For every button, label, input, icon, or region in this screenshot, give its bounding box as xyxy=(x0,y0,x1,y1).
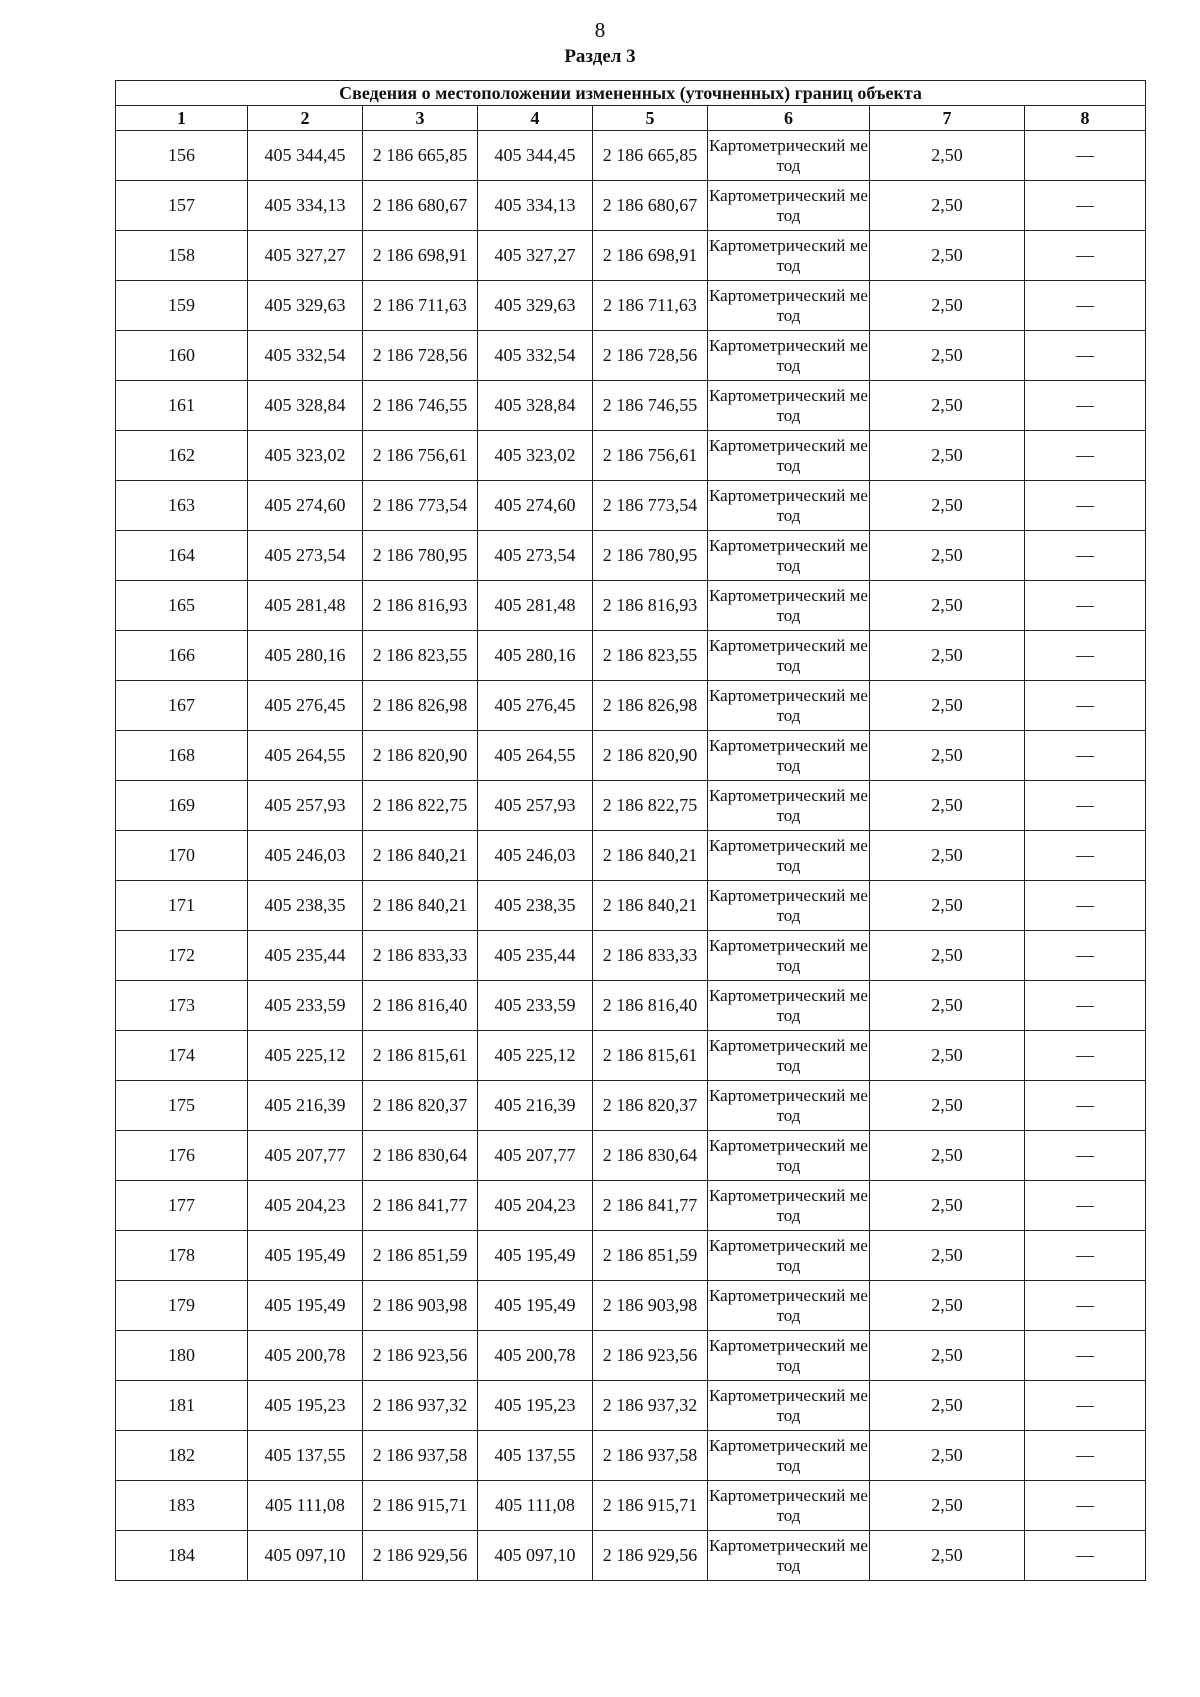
y-coordinate-cell: 2 186 823,55 xyxy=(363,631,478,681)
column-number-8: 8 xyxy=(1025,106,1146,131)
x-coordinate-new-cell: 405 334,13 xyxy=(478,181,593,231)
y-coordinate-new-cell: 2 186 680,67 xyxy=(593,181,708,231)
note-cell: — xyxy=(1025,781,1146,831)
y-coordinate-new-cell: 2 186 923,56 xyxy=(593,1331,708,1381)
y-coordinate-new-cell: 2 186 833,33 xyxy=(593,931,708,981)
y-coordinate-new-cell: 2 186 780,95 xyxy=(593,531,708,581)
y-coordinate-new-cell: 2 186 746,55 xyxy=(593,381,708,431)
y-coordinate-new-cell: 2 186 841,77 xyxy=(593,1181,708,1231)
note-cell: — xyxy=(1025,1431,1146,1481)
method-cell: Картометрический метод xyxy=(708,1431,870,1481)
x-coordinate-new-cell: 405 233,59 xyxy=(478,981,593,1031)
x-coordinate-cell: 405 264,55 xyxy=(248,731,363,781)
x-coordinate-new-cell: 405 195,23 xyxy=(478,1381,593,1431)
accuracy-cell: 2,50 xyxy=(870,631,1025,681)
accuracy-cell: 2,50 xyxy=(870,781,1025,831)
y-coordinate-cell: 2 186 773,54 xyxy=(363,481,478,531)
method-cell: Картометрический метод xyxy=(708,1081,870,1131)
y-coordinate-cell: 2 186 728,56 xyxy=(363,331,478,381)
point-number-cell: 175 xyxy=(116,1081,248,1131)
method-cell: Картометрический метод xyxy=(708,131,870,181)
y-coordinate-cell: 2 186 665,85 xyxy=(363,131,478,181)
method-cell: Картометрический метод xyxy=(708,1331,870,1381)
accuracy-cell: 2,50 xyxy=(870,181,1025,231)
column-number-1: 1 xyxy=(116,106,248,131)
table-row xyxy=(116,231,1146,281)
point-number-cell: 156 xyxy=(116,131,248,181)
y-coordinate-cell: 2 186 756,61 xyxy=(363,431,478,481)
note-cell: — xyxy=(1025,681,1146,731)
column-number-4: 4 xyxy=(478,106,593,131)
table-row xyxy=(116,931,1146,981)
table-row xyxy=(116,1531,1146,1581)
method-cell: Картометрический метод xyxy=(708,1531,870,1581)
x-coordinate-new-cell: 405 238,35 xyxy=(478,881,593,931)
point-number-cell: 166 xyxy=(116,631,248,681)
x-coordinate-new-cell: 405 281,48 xyxy=(478,581,593,631)
point-number-cell: 172 xyxy=(116,931,248,981)
accuracy-cell: 2,50 xyxy=(870,481,1025,531)
y-coordinate-new-cell: 2 186 840,21 xyxy=(593,881,708,931)
table-caption: Сведения о местоположении измененных (уточненных) границ объекта xyxy=(116,81,1146,106)
note-cell: — xyxy=(1025,1381,1146,1431)
table-row xyxy=(116,1081,1146,1131)
x-coordinate-new-cell: 405 200,78 xyxy=(478,1331,593,1381)
x-coordinate-cell: 405 207,77 xyxy=(248,1131,363,1181)
y-coordinate-new-cell: 2 186 929,56 xyxy=(593,1531,708,1581)
accuracy-cell: 2,50 xyxy=(870,831,1025,881)
method-cell: Картометрический метод xyxy=(708,281,870,331)
x-coordinate-new-cell: 405 344,45 xyxy=(478,131,593,181)
note-cell: — xyxy=(1025,281,1146,331)
x-coordinate-new-cell: 405 257,93 xyxy=(478,781,593,831)
note-cell: — xyxy=(1025,1481,1146,1531)
y-coordinate-new-cell: 2 186 815,61 xyxy=(593,1031,708,1081)
y-coordinate-new-cell: 2 186 826,98 xyxy=(593,681,708,731)
table-row xyxy=(116,131,1146,181)
x-coordinate-cell: 405 257,93 xyxy=(248,781,363,831)
x-coordinate-new-cell: 405 323,02 xyxy=(478,431,593,481)
y-coordinate-new-cell: 2 186 756,61 xyxy=(593,431,708,481)
accuracy-cell: 2,50 xyxy=(870,531,1025,581)
point-number-cell: 179 xyxy=(116,1281,248,1331)
y-coordinate-new-cell: 2 186 830,64 xyxy=(593,1131,708,1181)
table-row xyxy=(116,1381,1146,1431)
note-cell: — xyxy=(1025,331,1146,381)
method-cell: Картометрический метод xyxy=(708,931,870,981)
method-cell: Картометрический метод xyxy=(708,1281,870,1331)
x-coordinate-cell: 405 334,13 xyxy=(248,181,363,231)
note-cell: — xyxy=(1025,731,1146,781)
y-coordinate-new-cell: 2 186 698,91 xyxy=(593,231,708,281)
note-cell: — xyxy=(1025,981,1146,1031)
y-coordinate-new-cell: 2 186 711,63 xyxy=(593,281,708,331)
y-coordinate-cell: 2 186 903,98 xyxy=(363,1281,478,1331)
point-number-cell: 170 xyxy=(116,831,248,881)
y-coordinate-cell: 2 186 820,37 xyxy=(363,1081,478,1131)
note-cell: — xyxy=(1025,1031,1146,1081)
y-coordinate-new-cell: 2 186 820,90 xyxy=(593,731,708,781)
table-body xyxy=(116,131,1146,1581)
point-number-cell: 176 xyxy=(116,1131,248,1181)
method-cell: Картометрический метод xyxy=(708,631,870,681)
note-cell: — xyxy=(1025,181,1146,231)
note-cell: — xyxy=(1025,531,1146,581)
method-cell: Картометрический метод xyxy=(708,431,870,481)
y-coordinate-cell: 2 186 826,98 xyxy=(363,681,478,731)
y-coordinate-new-cell: 2 186 773,54 xyxy=(593,481,708,531)
accuracy-cell: 2,50 xyxy=(870,331,1025,381)
point-number-cell: 168 xyxy=(116,731,248,781)
x-coordinate-cell: 405 097,10 xyxy=(248,1531,363,1581)
y-coordinate-new-cell: 2 186 822,75 xyxy=(593,781,708,831)
boundary-coordinates-table xyxy=(115,80,1146,1581)
y-coordinate-new-cell: 2 186 665,85 xyxy=(593,131,708,181)
y-coordinate-cell: 2 186 851,59 xyxy=(363,1231,478,1281)
y-coordinate-cell: 2 186 746,55 xyxy=(363,381,478,431)
x-coordinate-cell: 405 216,39 xyxy=(248,1081,363,1131)
table-row xyxy=(116,1131,1146,1181)
note-cell: — xyxy=(1025,581,1146,631)
accuracy-cell: 2,50 xyxy=(870,981,1025,1031)
note-cell: — xyxy=(1025,1081,1146,1131)
point-number-cell: 164 xyxy=(116,531,248,581)
accuracy-cell: 2,50 xyxy=(870,1281,1025,1331)
y-coordinate-new-cell: 2 186 816,93 xyxy=(593,581,708,631)
y-coordinate-cell: 2 186 780,95 xyxy=(363,531,478,581)
y-coordinate-new-cell: 2 186 937,58 xyxy=(593,1431,708,1481)
point-number-cell: 174 xyxy=(116,1031,248,1081)
table-row xyxy=(116,1231,1146,1281)
x-coordinate-new-cell: 405 329,63 xyxy=(478,281,593,331)
table-row xyxy=(116,331,1146,381)
note-cell: — xyxy=(1025,631,1146,681)
accuracy-cell: 2,50 xyxy=(870,1481,1025,1531)
y-coordinate-cell: 2 186 937,58 xyxy=(363,1431,478,1481)
column-number-2: 2 xyxy=(248,106,363,131)
method-cell: Картометрический метод xyxy=(708,1131,870,1181)
x-coordinate-cell: 405 233,59 xyxy=(248,981,363,1031)
x-coordinate-cell: 405 274,60 xyxy=(248,481,363,531)
note-cell: — xyxy=(1025,1281,1146,1331)
x-coordinate-new-cell: 405 273,54 xyxy=(478,531,593,581)
table-row xyxy=(116,1481,1146,1531)
method-cell: Картометрический метод xyxy=(708,731,870,781)
x-coordinate-cell: 405 323,02 xyxy=(248,431,363,481)
x-coordinate-cell: 405 195,49 xyxy=(248,1231,363,1281)
y-coordinate-new-cell: 2 186 816,40 xyxy=(593,981,708,1031)
x-coordinate-cell: 405 344,45 xyxy=(248,131,363,181)
note-cell: — xyxy=(1025,1231,1146,1281)
y-coordinate-cell: 2 186 833,33 xyxy=(363,931,478,981)
column-number-5: 5 xyxy=(593,106,708,131)
note-cell: — xyxy=(1025,481,1146,531)
x-coordinate-cell: 405 332,54 xyxy=(248,331,363,381)
x-coordinate-cell: 405 195,49 xyxy=(248,1281,363,1331)
x-coordinate-new-cell: 405 246,03 xyxy=(478,831,593,881)
y-coordinate-new-cell: 2 186 728,56 xyxy=(593,331,708,381)
y-coordinate-cell: 2 186 929,56 xyxy=(363,1531,478,1581)
x-coordinate-new-cell: 405 225,12 xyxy=(478,1031,593,1081)
column-number-7: 7 xyxy=(870,106,1025,131)
method-cell: Картометрический метод xyxy=(708,831,870,881)
method-cell: Картометрический метод xyxy=(708,331,870,381)
column-number-6: 6 xyxy=(708,106,870,131)
section-title: Раздел 3 xyxy=(564,46,636,67)
x-coordinate-new-cell: 405 137,55 xyxy=(478,1431,593,1481)
x-coordinate-new-cell: 405 264,55 xyxy=(478,731,593,781)
x-coordinate-cell: 405 276,45 xyxy=(248,681,363,731)
y-coordinate-cell: 2 186 915,71 xyxy=(363,1481,478,1531)
table-row xyxy=(116,281,1146,331)
point-number-cell: 183 xyxy=(116,1481,248,1531)
note-cell: — xyxy=(1025,1131,1146,1181)
x-coordinate-new-cell: 405 195,49 xyxy=(478,1281,593,1331)
method-cell: Картометрический метод xyxy=(708,231,870,281)
x-coordinate-cell: 405 204,23 xyxy=(248,1181,363,1231)
y-coordinate-cell: 2 186 937,32 xyxy=(363,1381,478,1431)
x-coordinate-new-cell: 405 327,27 xyxy=(478,231,593,281)
point-number-cell: 157 xyxy=(116,181,248,231)
point-number-cell: 180 xyxy=(116,1331,248,1381)
y-coordinate-new-cell: 2 186 840,21 xyxy=(593,831,708,881)
x-coordinate-new-cell: 405 111,08 xyxy=(478,1481,593,1531)
x-coordinate-new-cell: 405 097,10 xyxy=(478,1531,593,1581)
y-coordinate-cell: 2 186 840,21 xyxy=(363,831,478,881)
x-coordinate-cell: 405 235,44 xyxy=(248,931,363,981)
x-coordinate-new-cell: 405 195,49 xyxy=(478,1231,593,1281)
x-coordinate-new-cell: 405 276,45 xyxy=(478,681,593,731)
x-coordinate-new-cell: 405 204,23 xyxy=(478,1181,593,1231)
y-coordinate-cell: 2 186 711,63 xyxy=(363,281,478,331)
accuracy-cell: 2,50 xyxy=(870,1081,1025,1131)
table-row xyxy=(116,1331,1146,1381)
point-number-cell: 178 xyxy=(116,1231,248,1281)
accuracy-cell: 2,50 xyxy=(870,1431,1025,1481)
x-coordinate-cell: 405 280,16 xyxy=(248,631,363,681)
x-coordinate-cell: 405 328,84 xyxy=(248,381,363,431)
point-number-cell: 169 xyxy=(116,781,248,831)
table-row xyxy=(116,1181,1146,1231)
table-row xyxy=(116,1281,1146,1331)
accuracy-cell: 2,50 xyxy=(870,1331,1025,1381)
x-coordinate-new-cell: 405 280,16 xyxy=(478,631,593,681)
y-coordinate-new-cell: 2 186 823,55 xyxy=(593,631,708,681)
x-coordinate-cell: 405 238,35 xyxy=(248,881,363,931)
table-row xyxy=(116,781,1146,831)
method-cell: Картометрический метод xyxy=(708,581,870,631)
y-coordinate-new-cell: 2 186 903,98 xyxy=(593,1281,708,1331)
table-row xyxy=(116,631,1146,681)
accuracy-cell: 2,50 xyxy=(870,1131,1025,1181)
y-coordinate-new-cell: 2 186 851,59 xyxy=(593,1231,708,1281)
note-cell: — xyxy=(1025,881,1146,931)
accuracy-cell: 2,50 xyxy=(870,1231,1025,1281)
accuracy-cell: 2,50 xyxy=(870,1181,1025,1231)
method-cell: Картометрический метод xyxy=(708,1381,870,1431)
table-row xyxy=(116,831,1146,881)
table-row xyxy=(116,481,1146,531)
method-cell: Картометрический метод xyxy=(708,981,870,1031)
y-coordinate-cell: 2 186 680,67 xyxy=(363,181,478,231)
y-coordinate-cell: 2 186 816,40 xyxy=(363,981,478,1031)
accuracy-cell: 2,50 xyxy=(870,1381,1025,1431)
table-row xyxy=(116,881,1146,931)
point-number-cell: 167 xyxy=(116,681,248,731)
x-coordinate-new-cell: 405 332,54 xyxy=(478,331,593,381)
x-coordinate-new-cell: 405 235,44 xyxy=(478,931,593,981)
accuracy-cell: 2,50 xyxy=(870,281,1025,331)
table-row xyxy=(116,731,1146,781)
method-cell: Картометрический метод xyxy=(708,1181,870,1231)
y-coordinate-cell: 2 186 698,91 xyxy=(363,231,478,281)
point-number-cell: 171 xyxy=(116,881,248,931)
y-coordinate-new-cell: 2 186 937,32 xyxy=(593,1381,708,1431)
method-cell: Картометрический метод xyxy=(708,181,870,231)
note-cell: — xyxy=(1025,1181,1146,1231)
x-coordinate-cell: 405 246,03 xyxy=(248,831,363,881)
point-number-cell: 182 xyxy=(116,1431,248,1481)
note-cell: — xyxy=(1025,931,1146,981)
table-row xyxy=(116,381,1146,431)
column-number-row xyxy=(116,106,1146,131)
accuracy-cell: 2,50 xyxy=(870,581,1025,631)
x-coordinate-new-cell: 405 328,84 xyxy=(478,381,593,431)
note-cell: — xyxy=(1025,131,1146,181)
x-coordinate-new-cell: 405 216,39 xyxy=(478,1081,593,1131)
method-cell: Картометрический метод xyxy=(708,1031,870,1081)
x-coordinate-cell: 405 273,54 xyxy=(248,531,363,581)
y-coordinate-new-cell: 2 186 820,37 xyxy=(593,1081,708,1131)
note-cell: — xyxy=(1025,1331,1146,1381)
x-coordinate-cell: 405 200,78 xyxy=(248,1331,363,1381)
accuracy-cell: 2,50 xyxy=(870,231,1025,281)
x-coordinate-cell: 405 329,63 xyxy=(248,281,363,331)
point-number-cell: 159 xyxy=(116,281,248,331)
method-cell: Картометрический метод xyxy=(708,381,870,431)
method-cell: Картометрический метод xyxy=(708,1481,870,1531)
table-row xyxy=(116,981,1146,1031)
table-row xyxy=(116,531,1146,581)
y-coordinate-cell: 2 186 820,90 xyxy=(363,731,478,781)
point-number-cell: 160 xyxy=(116,331,248,381)
table-row xyxy=(116,681,1146,731)
point-number-cell: 162 xyxy=(116,431,248,481)
note-cell: — xyxy=(1025,431,1146,481)
point-number-cell: 177 xyxy=(116,1181,248,1231)
x-coordinate-new-cell: 405 274,60 xyxy=(478,481,593,531)
x-coordinate-new-cell: 405 207,77 xyxy=(478,1131,593,1181)
page-number: 8 xyxy=(594,18,606,42)
table-row xyxy=(116,581,1146,631)
point-number-cell: 163 xyxy=(116,481,248,531)
y-coordinate-cell: 2 186 841,77 xyxy=(363,1181,478,1231)
accuracy-cell: 2,50 xyxy=(870,931,1025,981)
table-row xyxy=(116,431,1146,481)
accuracy-cell: 2,50 xyxy=(870,381,1025,431)
accuracy-cell: 2,50 xyxy=(870,431,1025,481)
method-cell: Картометрический метод xyxy=(708,481,870,531)
x-coordinate-cell: 405 225,12 xyxy=(248,1031,363,1081)
table-row xyxy=(116,181,1146,231)
y-coordinate-cell: 2 186 923,56 xyxy=(363,1331,478,1381)
x-coordinate-cell: 405 327,27 xyxy=(248,231,363,281)
accuracy-cell: 2,50 xyxy=(870,881,1025,931)
point-number-cell: 173 xyxy=(116,981,248,1031)
accuracy-cell: 2,50 xyxy=(870,681,1025,731)
method-cell: Картометрический метод xyxy=(708,681,870,731)
y-coordinate-cell: 2 186 815,61 xyxy=(363,1031,478,1081)
accuracy-cell: 2,50 xyxy=(870,131,1025,181)
x-coordinate-cell: 405 137,55 xyxy=(248,1431,363,1481)
method-cell: Картометрический метод xyxy=(708,781,870,831)
note-cell: — xyxy=(1025,381,1146,431)
y-coordinate-new-cell: 2 186 915,71 xyxy=(593,1481,708,1531)
point-number-cell: 165 xyxy=(116,581,248,631)
note-cell: — xyxy=(1025,831,1146,881)
y-coordinate-cell: 2 186 816,93 xyxy=(363,581,478,631)
table-row xyxy=(116,1031,1146,1081)
point-number-cell: 181 xyxy=(116,1381,248,1431)
method-cell: Картометрический метод xyxy=(708,881,870,931)
x-coordinate-cell: 405 195,23 xyxy=(248,1381,363,1431)
y-coordinate-cell: 2 186 822,75 xyxy=(363,781,478,831)
accuracy-cell: 2,50 xyxy=(870,731,1025,781)
x-coordinate-cell: 405 111,08 xyxy=(248,1481,363,1531)
accuracy-cell: 2,50 xyxy=(870,1031,1025,1081)
x-coordinate-cell: 405 281,48 xyxy=(248,581,363,631)
note-cell: — xyxy=(1025,231,1146,281)
note-cell: — xyxy=(1025,1531,1146,1581)
y-coordinate-cell: 2 186 840,21 xyxy=(363,881,478,931)
point-number-cell: 161 xyxy=(116,381,248,431)
point-number-cell: 158 xyxy=(116,231,248,281)
table-row xyxy=(116,1431,1146,1481)
accuracy-cell: 2,50 xyxy=(870,1531,1025,1581)
point-number-cell: 184 xyxy=(116,1531,248,1581)
column-number-3: 3 xyxy=(363,106,478,131)
method-cell: Картометрический метод xyxy=(708,531,870,581)
method-cell: Картометрический метод xyxy=(708,1231,870,1281)
y-coordinate-cell: 2 186 830,64 xyxy=(363,1131,478,1181)
